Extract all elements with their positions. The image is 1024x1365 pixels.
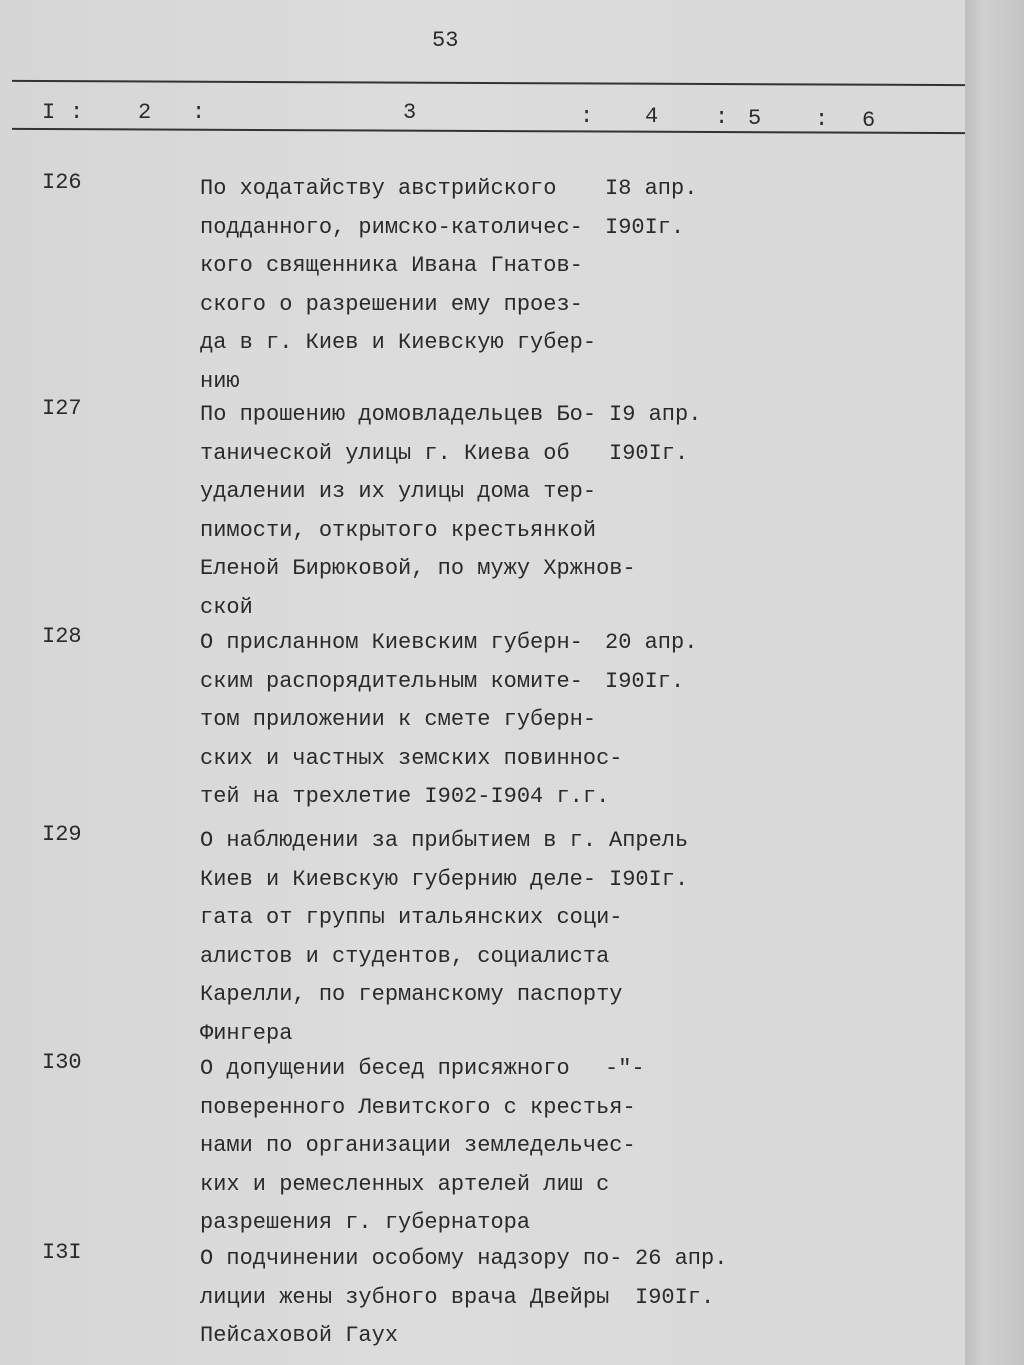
column-separator: : (70, 100, 84, 125)
entry-number: I28 (42, 624, 82, 649)
entry-number: I27 (42, 396, 82, 421)
entry-number: I3I (42, 1240, 82, 1265)
column-separator: : (715, 105, 729, 130)
column-header-1: I (42, 100, 56, 125)
date-line: I9 апр. (609, 402, 702, 427)
page-number: 53 (432, 28, 459, 53)
date-line: 20 апр. (605, 630, 698, 655)
description-line: Еленой Бирюковой, по мужу Хржнов- (200, 556, 636, 581)
description-line: танической улицы г. Киева об (200, 440, 570, 466)
description-line: О присланном Киевским губерн- (200, 630, 583, 655)
date-line: I90Iг. (605, 214, 685, 240)
date-line: I90Iг. (635, 1284, 715, 1310)
column-separator: : (192, 100, 206, 125)
column-separator: : (815, 107, 829, 132)
date-line: 26 апр. (635, 1246, 728, 1271)
description-line: поверенного Левитского с крестья- (200, 1094, 636, 1120)
entry-description (200, 624, 622, 817)
date-line: I90Iг. (609, 866, 689, 892)
description-line: удалении из их улицы дома тер- (200, 479, 597, 504)
description-line: ской (200, 594, 253, 620)
entry-date (609, 396, 701, 473)
date-line: I90Iг. (605, 668, 685, 694)
date-line: Апрель (609, 828, 689, 853)
column-separator: : (580, 104, 594, 129)
description-line: По прошению домовладельцев Бо- (200, 402, 597, 427)
entry-description (200, 822, 622, 1053)
entry-date (609, 822, 688, 899)
column-header-6: 6 (862, 108, 876, 133)
description-line: тей на трехлетие I902-I904 г.г. (200, 784, 610, 809)
description-line: О наблюдении за прибытием в г. (200, 828, 597, 853)
description-line: подданного, римско-католичес- (200, 214, 583, 240)
description-line: Пейсаховой Гаух (200, 1323, 399, 1348)
entry-description (200, 170, 596, 401)
date-line: -"- (605, 1056, 645, 1081)
entry-description (200, 1050, 636, 1243)
column-header-3: 3 (403, 100, 417, 125)
entry-date (605, 170, 697, 247)
column-header-5: 5 (748, 106, 762, 131)
entry-number: I29 (42, 822, 82, 847)
description-line: ких и ремесленных артелей лиш с (200, 1171, 610, 1197)
entry-number: I30 (42, 1050, 82, 1075)
description-line: Карелли, по германскому паспорту (200, 982, 623, 1007)
entry-description (200, 1240, 622, 1356)
description-line: да в г. Киев и Киевскую губер- (200, 330, 597, 355)
entry-date (605, 624, 697, 701)
column-header-2: 2 (138, 100, 152, 125)
entry-description (200, 396, 636, 627)
description-line: кого священника Ивана Гнатов- (200, 253, 583, 278)
description-line: разрешения г. губернатора (200, 1210, 531, 1235)
description-line: нами по организации земледельчес- (200, 1133, 636, 1158)
description-line: Киев и Киевскую губернию деле- (200, 866, 597, 892)
entry-number: I26 (42, 170, 82, 195)
date-line: I8 апр. (605, 176, 698, 201)
description-line: О допущении бесед присяжного (200, 1056, 570, 1081)
description-line: По ходатайству австрийского (200, 176, 557, 201)
column-header-4: 4 (645, 104, 659, 129)
entry-date (605, 1050, 645, 1089)
description-line: ского о разрешении ему проез- (200, 291, 583, 317)
description-line: Фингера (200, 1020, 293, 1046)
description-line: лиции жены зубного врача Двейры (200, 1284, 610, 1310)
description-line: нию (200, 368, 240, 394)
description-line: ских и частных земских повиннос- (200, 745, 623, 771)
page-edge (965, 0, 1024, 1365)
description-line: пимости, открытого крестьянкой (200, 517, 597, 543)
description-line: алистов и студентов, социалиста (200, 943, 610, 969)
description-line: ским распорядительным комите- (200, 668, 583, 694)
description-line: том приложении к смете губерн- (200, 707, 597, 732)
description-line: О подчинении особому надзору по- (200, 1246, 623, 1271)
date-line: I90Iг. (609, 440, 689, 466)
description-line: гата от группы итальянских соци- (200, 905, 623, 930)
entry-date (635, 1240, 727, 1317)
